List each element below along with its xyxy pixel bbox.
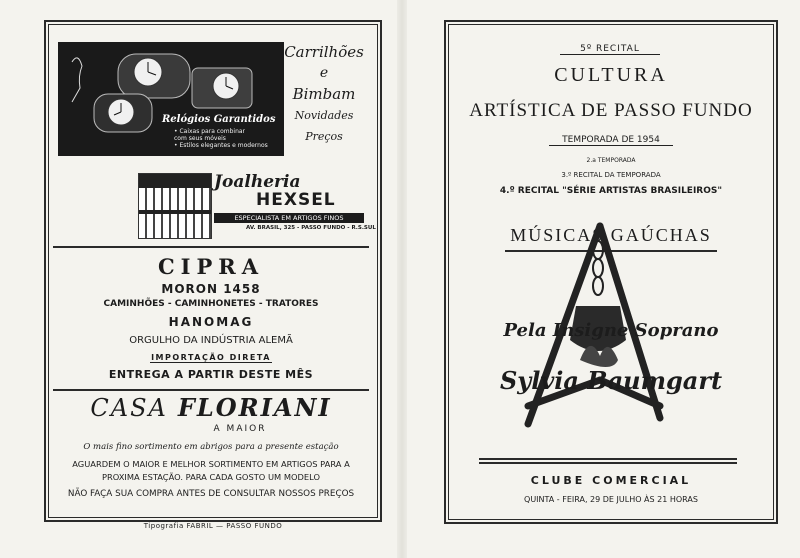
event-date: QUINTA - FEIRA, 29 DE JULHO ÀS 21 HORAS xyxy=(524,495,698,504)
page-fold xyxy=(397,0,407,558)
slogan-line: Bimbam xyxy=(292,85,356,103)
slogan-line: e xyxy=(319,65,329,81)
floriani-name-b: FLORIANI xyxy=(177,393,332,422)
floriani-line: NÃO FAÇA SUA COMPRA ANTES DE CONSULTAR NOSSOS PREÇOS xyxy=(67,489,355,499)
cipra-brand: CIPRA xyxy=(157,254,265,279)
floriani-subtitle: A MAIOR xyxy=(213,424,267,434)
slogan-line: Novidades xyxy=(294,109,354,122)
clock-bullet: • Caixas para combinar xyxy=(174,128,246,135)
footer-rule xyxy=(479,462,737,464)
slogan xyxy=(284,42,364,147)
floriani-name xyxy=(53,393,369,422)
season: TEMPORADA DE 1954 xyxy=(549,135,673,146)
recital-number: 5º RECITAL xyxy=(560,44,660,55)
cipra-address: MORON 1458 xyxy=(161,282,261,296)
season-sub: 2.a TEMPORADA xyxy=(586,157,636,164)
floriani-tagline: O mais fino sortimento em abrigos para a presente estação xyxy=(83,442,339,452)
floriani-name-a: CASA xyxy=(90,394,168,422)
venue: CLUBE COMERCIAL xyxy=(530,474,692,487)
clock-bullets xyxy=(174,128,268,149)
jewelry-name: HEXSEL xyxy=(256,190,336,210)
clock-banner: Relógios Garantidos xyxy=(162,114,276,125)
cipra-delivery: ENTREGA A PARTIR DESTE MÊS xyxy=(108,368,314,381)
clock-ad-image xyxy=(58,42,284,156)
cipra-make: HANOMAG xyxy=(168,315,254,329)
title-line-1: CULTURA xyxy=(554,64,668,86)
title-line-2: ARTÍSTICA DE PASSO FUNDO xyxy=(469,100,753,121)
ad-divider xyxy=(53,389,369,391)
clock-bullet: com seus móveis xyxy=(174,135,226,142)
footer-rule xyxy=(479,458,737,460)
cipra-import: IMPORTAÇÃO DIRETA xyxy=(151,353,271,362)
performer-intro: Pela Insigne Soprano xyxy=(503,320,719,341)
season-recital: 3.º RECITAL DA TEMPORADA xyxy=(561,171,661,179)
floriani-line: AGUARDEM O MAIOR E MELHOR SORTIMENTO EM ARTIGOS PARA A xyxy=(72,459,350,469)
series: 4.º RECITAL "SÉRIE ARTISTAS BRASILEIROS" xyxy=(499,186,723,196)
floriani-line: PROXIMA ESTAÇÃO. PARA CADA GOSTO UM MODELO xyxy=(101,472,321,482)
store-building-image xyxy=(138,173,212,239)
jewelry-tag: ESPECIALISTA EM ARTIGOS FINOS xyxy=(214,213,364,223)
performer-name: Sylvia Baumgart xyxy=(499,366,723,395)
cipra-pride: ORGULHO DA INDÚSTRIA ALEMÃ xyxy=(129,335,293,346)
cipra-products: CAMINHÕES - CAMINHONETES - TRATORES xyxy=(103,299,319,309)
slogan-line: Preços xyxy=(305,130,343,143)
slogan-line: Carrilhões xyxy=(284,43,364,61)
program-title: MÚSICAS GAÚCHAS xyxy=(510,225,712,245)
clock-bullet: • Estilos elegantes e modernos xyxy=(174,142,268,149)
jewelry-address: AV. BRASIL, 325 - PASSO FUNDO - R.S.SUL xyxy=(246,225,376,231)
printer-credit: Tipografia FABRIL — PASSO FUNDO xyxy=(143,522,283,530)
ad-divider xyxy=(53,246,369,248)
jewelry-prefix: Joalheria xyxy=(214,172,301,192)
